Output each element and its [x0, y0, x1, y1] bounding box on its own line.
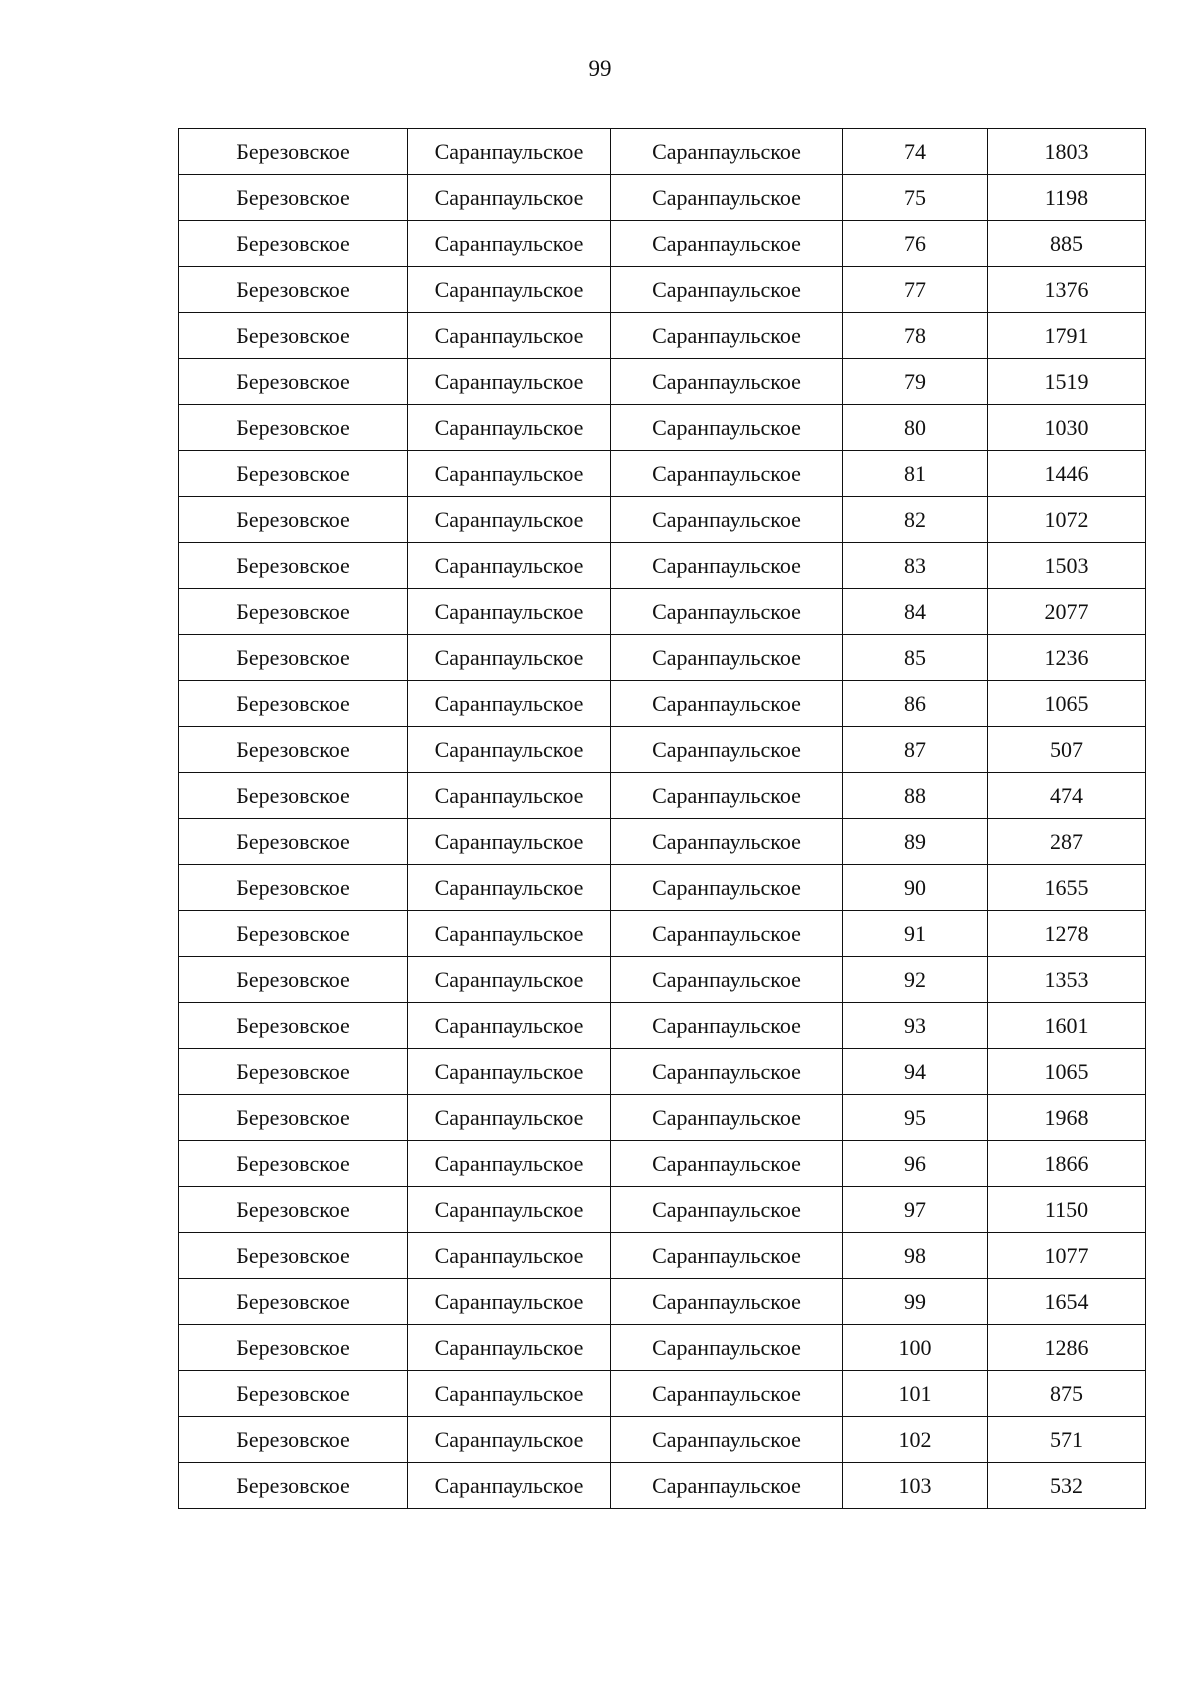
locality-cell: Саранпаульское: [611, 405, 843, 451]
number-cell: 77: [843, 267, 988, 313]
district-cell: Березовское: [179, 1003, 408, 1049]
district-cell: Березовское: [179, 267, 408, 313]
locality-cell: Саранпаульское: [611, 635, 843, 681]
settlement-cell: Саранпаульское: [408, 1233, 611, 1279]
table-row: [179, 497, 1146, 543]
table-row: [179, 1049, 1146, 1095]
district-cell: Березовское: [179, 1463, 408, 1509]
number-cell: 96: [843, 1141, 988, 1187]
table-row: [179, 359, 1146, 405]
table-row: [179, 1003, 1146, 1049]
district-cell: Березовское: [179, 1049, 408, 1095]
settlement-cell: Саранпаульское: [408, 1325, 611, 1371]
number-cell: 92: [843, 957, 988, 1003]
district-cell: Березовское: [179, 1279, 408, 1325]
settlement-cell: Саранпаульское: [408, 773, 611, 819]
value-cell: 1286: [988, 1325, 1146, 1371]
table-row: [179, 681, 1146, 727]
settlement-cell: Саранпаульское: [408, 1141, 611, 1187]
locality-cell: Саранпаульское: [611, 819, 843, 865]
table-row: [179, 957, 1146, 1003]
locality-cell: Саранпаульское: [611, 1417, 843, 1463]
settlement-cell: Саранпаульское: [408, 129, 611, 175]
page-number: 99: [588, 56, 612, 81]
locality-cell: Саранпаульское: [611, 497, 843, 543]
value-cell: 2077: [988, 589, 1146, 635]
table-body: [179, 129, 1146, 1509]
settlement-cell: Саранпаульское: [408, 1417, 611, 1463]
table-row: [179, 1233, 1146, 1279]
settlement-cell: Саранпаульское: [408, 1187, 611, 1233]
settlement-cell: Саранпаульское: [408, 865, 611, 911]
table-row: [179, 1187, 1146, 1233]
number-cell: 80: [843, 405, 988, 451]
number-cell: 74: [843, 129, 988, 175]
value-cell: 1791: [988, 313, 1146, 359]
locality-cell: Саранпаульское: [611, 451, 843, 497]
settlement-cell: Саранпаульское: [408, 221, 611, 267]
settlement-cell: Саранпаульское: [408, 1049, 611, 1095]
settlement-cell: Саранпаульское: [408, 727, 611, 773]
district-cell: Березовское: [179, 957, 408, 1003]
locality-cell: Саранпаульское: [611, 221, 843, 267]
district-cell: Березовское: [179, 1371, 408, 1417]
value-cell: 1376: [988, 267, 1146, 313]
settlement-cell: Саранпаульское: [408, 1463, 611, 1509]
settlement-cell: Саранпаульское: [408, 1095, 611, 1141]
number-cell: 91: [843, 911, 988, 957]
number-cell: 93: [843, 1003, 988, 1049]
locality-cell: Саранпаульское: [611, 1371, 843, 1417]
table-row: [179, 543, 1146, 589]
table-row: [179, 451, 1146, 497]
locality-cell: Саранпаульское: [611, 1003, 843, 1049]
number-cell: 95: [843, 1095, 988, 1141]
district-cell: Березовское: [179, 1325, 408, 1371]
value-cell: 1077: [988, 1233, 1146, 1279]
value-cell: 1150: [988, 1187, 1146, 1233]
value-cell: 885: [988, 221, 1146, 267]
number-cell: 88: [843, 773, 988, 819]
number-cell: 100: [843, 1325, 988, 1371]
number-cell: 87: [843, 727, 988, 773]
number-cell: 76: [843, 221, 988, 267]
settlement-cell: Саранпаульское: [408, 819, 611, 865]
settlement-cell: Саранпаульское: [408, 405, 611, 451]
locality-cell: Саранпаульское: [611, 681, 843, 727]
locality-cell: Саранпаульское: [611, 267, 843, 313]
table-row: [179, 865, 1146, 911]
value-cell: 532: [988, 1463, 1146, 1509]
value-cell: 1968: [988, 1095, 1146, 1141]
district-cell: Березовское: [179, 635, 408, 681]
locality-cell: Саранпаульское: [611, 911, 843, 957]
table-row: [179, 313, 1146, 359]
locality-cell: Саранпаульское: [611, 727, 843, 773]
district-cell: Березовское: [179, 589, 408, 635]
district-cell: Березовское: [179, 221, 408, 267]
locality-cell: Саранпаульское: [611, 1049, 843, 1095]
value-cell: 1654: [988, 1279, 1146, 1325]
locality-cell: Саранпаульское: [611, 865, 843, 911]
table-row: [179, 221, 1146, 267]
district-cell: Березовское: [179, 359, 408, 405]
settlement-cell: Саранпаульское: [408, 451, 611, 497]
value-cell: 1030: [988, 405, 1146, 451]
locality-cell: Саранпаульское: [611, 1279, 843, 1325]
value-cell: 875: [988, 1371, 1146, 1417]
table-row: [179, 129, 1146, 175]
settlement-cell: Саранпаульское: [408, 635, 611, 681]
settlement-cell: Саранпаульское: [408, 957, 611, 1003]
value-cell: 1503: [988, 543, 1146, 589]
value-cell: 1803: [988, 129, 1146, 175]
settlement-cell: Саранпаульское: [408, 543, 611, 589]
value-cell: 1065: [988, 1049, 1146, 1095]
data-table: [178, 128, 1146, 1509]
value-cell: 1236: [988, 635, 1146, 681]
district-cell: Березовское: [179, 451, 408, 497]
table-row: [179, 267, 1146, 313]
settlement-cell: Саранпаульское: [408, 1371, 611, 1417]
district-cell: Березовское: [179, 313, 408, 359]
value-cell: 474: [988, 773, 1146, 819]
locality-cell: Саранпаульское: [611, 589, 843, 635]
locality-cell: Саранпаульское: [611, 1141, 843, 1187]
number-cell: 78: [843, 313, 988, 359]
number-cell: 84: [843, 589, 988, 635]
district-cell: Березовское: [179, 497, 408, 543]
table-row: [179, 773, 1146, 819]
value-cell: 1278: [988, 911, 1146, 957]
value-cell: 1655: [988, 865, 1146, 911]
number-cell: 82: [843, 497, 988, 543]
value-cell: 571: [988, 1417, 1146, 1463]
number-cell: 89: [843, 819, 988, 865]
district-cell: Березовское: [179, 819, 408, 865]
number-cell: 99: [843, 1279, 988, 1325]
table-row: [179, 727, 1146, 773]
value-cell: 1866: [988, 1141, 1146, 1187]
district-cell: Березовское: [179, 1141, 408, 1187]
number-cell: 90: [843, 865, 988, 911]
table-row: [179, 1095, 1146, 1141]
table-row: [179, 1371, 1146, 1417]
number-cell: 98: [843, 1233, 988, 1279]
table-row: [179, 405, 1146, 451]
locality-cell: Саранпаульское: [611, 1233, 843, 1279]
locality-cell: Саранпаульское: [611, 175, 843, 221]
district-cell: Березовское: [179, 911, 408, 957]
settlement-cell: Саранпаульское: [408, 313, 611, 359]
settlement-cell: Саранпаульское: [408, 681, 611, 727]
settlement-cell: Саранпаульское: [408, 497, 611, 543]
number-cell: 85: [843, 635, 988, 681]
locality-cell: Саранпаульское: [611, 1187, 843, 1233]
district-cell: Березовское: [179, 1233, 408, 1279]
table-row: [179, 635, 1146, 681]
number-cell: 103: [843, 1463, 988, 1509]
locality-cell: Саранпаульское: [611, 957, 843, 1003]
settlement-cell: Саранпаульское: [408, 911, 611, 957]
table-row: [179, 1325, 1146, 1371]
district-cell: Березовское: [179, 773, 408, 819]
locality-cell: Саранпаульское: [611, 129, 843, 175]
district-cell: Березовское: [179, 543, 408, 589]
district-cell: Березовское: [179, 681, 408, 727]
number-cell: 94: [843, 1049, 988, 1095]
number-cell: 83: [843, 543, 988, 589]
value-cell: 1601: [988, 1003, 1146, 1049]
locality-cell: Саранпаульское: [611, 543, 843, 589]
settlement-cell: Саранпаульское: [408, 589, 611, 635]
number-cell: 86: [843, 681, 988, 727]
district-cell: Березовское: [179, 727, 408, 773]
locality-cell: Саранпаульское: [611, 359, 843, 405]
value-cell: 1519: [988, 359, 1146, 405]
locality-cell: Саранпаульское: [611, 1463, 843, 1509]
locality-cell: Саранпаульское: [611, 313, 843, 359]
table-row: [179, 175, 1146, 221]
value-cell: 1065: [988, 681, 1146, 727]
district-cell: Березовское: [179, 1417, 408, 1463]
number-cell: 102: [843, 1417, 988, 1463]
table-row: [179, 819, 1146, 865]
value-cell: 1198: [988, 175, 1146, 221]
table-row: [179, 1141, 1146, 1187]
value-cell: 507: [988, 727, 1146, 773]
table-row: [179, 1417, 1146, 1463]
district-cell: Березовское: [179, 1095, 408, 1141]
district-cell: Березовское: [179, 129, 408, 175]
settlement-cell: Саранпаульское: [408, 359, 611, 405]
value-cell: 1353: [988, 957, 1146, 1003]
locality-cell: Саранпаульское: [611, 1095, 843, 1141]
number-cell: 75: [843, 175, 988, 221]
value-cell: 1446: [988, 451, 1146, 497]
settlement-cell: Саранпаульское: [408, 1003, 611, 1049]
district-cell: Березовское: [179, 175, 408, 221]
number-cell: 81: [843, 451, 988, 497]
table-row: [179, 1463, 1146, 1509]
district-cell: Березовское: [179, 865, 408, 911]
settlement-cell: Саранпаульское: [408, 267, 611, 313]
value-cell: 287: [988, 819, 1146, 865]
locality-cell: Саранпаульское: [611, 773, 843, 819]
table-row: [179, 589, 1146, 635]
settlement-cell: Саранпаульское: [408, 1279, 611, 1325]
district-cell: Березовское: [179, 1187, 408, 1233]
number-cell: 79: [843, 359, 988, 405]
value-cell: 1072: [988, 497, 1146, 543]
district-cell: Березовское: [179, 405, 408, 451]
number-cell: 97: [843, 1187, 988, 1233]
locality-cell: Саранпаульское: [611, 1325, 843, 1371]
settlement-cell: Саранпаульское: [408, 175, 611, 221]
number-cell: 101: [843, 1371, 988, 1417]
table-row: [179, 1279, 1146, 1325]
table-row: [179, 911, 1146, 957]
